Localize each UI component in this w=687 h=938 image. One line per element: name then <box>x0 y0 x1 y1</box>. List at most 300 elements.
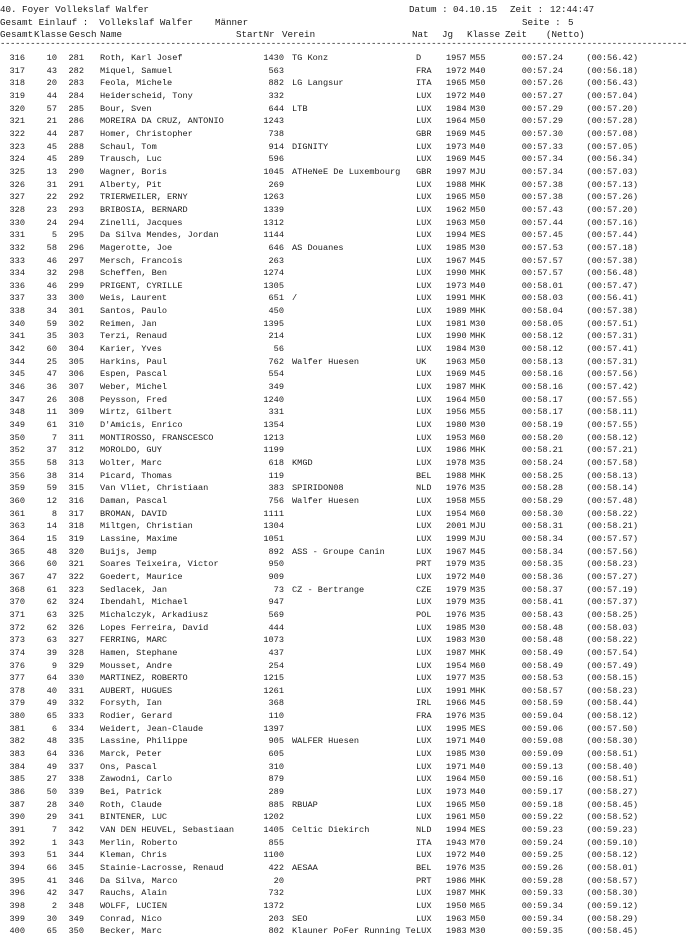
cell-klasse: MES <box>470 230 486 241</box>
spacer <box>284 533 292 546</box>
cell-nat: LUX <box>416 761 432 772</box>
cell-zeit: 00:59.34 <box>521 913 563 924</box>
cell-netto: (00:58.30) <box>586 888 638 899</box>
spacer <box>84 622 100 635</box>
cell-jg: 1964 <box>446 116 467 127</box>
cell-jg: 1987 <box>446 647 467 658</box>
cell-verein <box>292 660 416 673</box>
spacer <box>284 546 292 559</box>
cell-zeit: 00:58.34 <box>521 533 563 544</box>
cell-jg: 1976 <box>446 863 467 873</box>
table-row <box>0 900 638 913</box>
cell-klasse: M30 <box>470 420 486 431</box>
cell-startnr: 762 <box>268 356 284 367</box>
cell-jg: 1965 <box>446 192 467 203</box>
cell-startnr: 1261 <box>263 685 284 696</box>
cell-gesch: 302 <box>68 318 84 329</box>
spacer <box>284 622 292 635</box>
cell-jg: 1979 <box>446 559 467 570</box>
cell-zeit: 00:57.24 <box>521 53 563 63</box>
table-row <box>0 52 638 65</box>
cell-klasse: 11 <box>46 407 57 418</box>
spacer <box>284 786 292 799</box>
cell-jg: 1950 <box>446 900 467 911</box>
cell-gesamt: 355 <box>9 458 25 468</box>
cell-gesamt: 316 <box>9 53 25 63</box>
cell-zeit: 00:58.16 <box>521 382 563 393</box>
spacer <box>284 723 292 736</box>
cell-gesamt: 320 <box>9 103 25 114</box>
cell-verein <box>292 229 416 242</box>
cell-verein <box>292 571 416 584</box>
spacer <box>84 799 100 812</box>
cell-name: Rauchs, Alain <box>100 888 168 899</box>
table-row <box>0 470 638 483</box>
cell-startnr: 56 <box>273 344 284 355</box>
spacer <box>84 584 100 597</box>
cell-klasse: 50 <box>46 787 57 798</box>
cell-name: D'Amicis, Enrico <box>100 420 183 431</box>
cell-netto: (00:57.55) <box>586 394 638 405</box>
cell-jg: 1985 <box>446 242 467 253</box>
spacer <box>284 584 292 597</box>
cell-verein: ASS - Groupe Canin <box>292 546 385 557</box>
spacer <box>84 647 100 660</box>
cell-verein <box>292 773 416 786</box>
cell-klasse: 61 <box>46 584 57 595</box>
cell-name: Terzi, Renaud <box>100 331 168 342</box>
table-row <box>0 520 638 533</box>
cell-startnr: 1405 <box>263 825 284 836</box>
cell-gesamt: 383 <box>9 749 25 760</box>
cell-nat: LUX <box>416 344 432 355</box>
cell-klasse: 8 <box>51 508 57 519</box>
cell-netto: (00:59.23) <box>586 825 638 836</box>
spacer <box>84 267 100 280</box>
cell-klasse: 45 <box>46 141 57 152</box>
cell-nat: BEL <box>416 470 432 481</box>
cell-nat: FRA <box>416 711 432 722</box>
cell-nat: NLD <box>416 483 432 494</box>
table-row <box>0 432 638 445</box>
spacer <box>84 52 100 65</box>
cell-klasse: 65 <box>46 926 57 937</box>
col-gesamt: Gesamt <box>0 29 34 40</box>
cell-verein <box>292 596 416 609</box>
cell-zeit: 00:58.37 <box>521 584 563 595</box>
cell-gesch: 330 <box>68 673 84 684</box>
cell-nat: LUX <box>416 622 432 633</box>
cell-nat: LUX <box>416 546 432 557</box>
cell-startnr: 1073 <box>263 635 284 646</box>
cell-netto: (00:58.57) <box>586 875 638 886</box>
cell-zeit: 00:59.04 <box>521 711 563 722</box>
spacer <box>84 444 100 457</box>
cell-jg: 1956 <box>446 407 467 418</box>
cell-gesamt: 376 <box>9 660 25 671</box>
spacer <box>284 305 292 318</box>
cell-startnr: 1202 <box>263 812 284 823</box>
cell-netto: (00:58.51) <box>586 749 638 760</box>
cell-nat: LUX <box>416 369 432 380</box>
page-number: 5 <box>568 17 574 28</box>
cell-netto: (00:57.48) <box>586 495 638 506</box>
cell-nat: LUX <box>416 103 432 114</box>
cell-gesamt: 364 <box>9 533 25 544</box>
cell-verein <box>292 609 416 622</box>
cell-klasse: M50 <box>470 774 486 785</box>
cell-klasse: 63 <box>46 609 57 620</box>
cell-klasse: MHK <box>470 293 486 304</box>
spacer <box>284 343 292 356</box>
cell-nat: LUX <box>416 926 432 937</box>
cell-gesamt: 337 <box>9 293 25 304</box>
spacer <box>84 242 100 255</box>
cell-zeit: 00:59.16 <box>521 774 563 785</box>
results-table <box>0 52 638 938</box>
cell-name: FERRING, MARC <box>100 635 168 646</box>
table-row <box>0 925 638 938</box>
cell-gesch: 298 <box>68 268 84 279</box>
cell-verein <box>292 697 416 710</box>
cell-verein <box>292 204 416 217</box>
cell-klasse: M70 <box>470 837 486 848</box>
table-row <box>0 482 638 495</box>
table-row <box>0 609 638 622</box>
cell-klasse: 1 <box>51 837 57 848</box>
cell-klasse: 10 <box>46 53 57 63</box>
spacer <box>284 748 292 761</box>
cell-name: Van Vliet, Christiaan <box>100 483 209 494</box>
spacer <box>284 761 292 774</box>
cell-zeit: 00:58.53 <box>521 673 563 684</box>
table-row <box>0 153 638 166</box>
cell-startnr: 950 <box>268 559 284 570</box>
cell-name: Hamen, Stephane <box>100 647 178 658</box>
cell-gesamt: 349 <box>9 420 25 431</box>
cell-nat: LUX <box>416 141 432 152</box>
cell-jg: 1980 <box>446 420 467 431</box>
table-row <box>0 343 638 356</box>
cell-verein <box>292 305 416 318</box>
cell-gesamt: 396 <box>9 888 25 899</box>
cell-gesamt: 350 <box>9 432 25 443</box>
cell-gesamt: 373 <box>9 635 25 646</box>
cell-zeit: 00:57.57 <box>521 255 563 266</box>
cell-verein <box>292 191 416 204</box>
cell-startnr: 383 <box>268 483 284 494</box>
cell-klasse: M50 <box>470 394 486 405</box>
cell-gesch: 289 <box>68 154 84 165</box>
cell-verein <box>292 217 416 230</box>
cell-verein <box>292 811 416 824</box>
cell-verein: Klauner PoFer Running Te <box>292 926 416 937</box>
cell-nat: LUX <box>416 407 432 418</box>
cell-gesch: 295 <box>68 230 84 241</box>
cell-jg: 1972 <box>446 65 467 76</box>
cell-netto: (00:57.28) <box>586 116 638 127</box>
cell-klasse: MJU <box>470 533 486 544</box>
cell-name: Goedert, Maurice <box>100 571 183 582</box>
table-row <box>0 457 638 470</box>
cell-klasse: 2 <box>51 900 57 911</box>
cell-startnr: 1397 <box>263 723 284 734</box>
cell-zeit: 00:57.43 <box>521 204 563 215</box>
cell-netto: (00:57.38) <box>586 306 638 317</box>
cell-jg: 1972 <box>446 571 467 582</box>
spacer <box>284 735 292 748</box>
cell-netto: (00:58.30) <box>586 736 638 747</box>
table-row <box>0 710 638 723</box>
cell-verein: / <box>292 293 298 304</box>
cell-zeit: 00:57.30 <box>521 128 563 139</box>
cell-jg: 1969 <box>446 128 467 139</box>
cell-name: Mousset, Andre <box>100 660 173 671</box>
cell-klasse: 62 <box>46 622 57 633</box>
cell-jg: 1976 <box>446 609 467 620</box>
cell-netto: (00:58.03) <box>586 622 638 633</box>
cell-name: Weis, Laurent <box>100 293 168 304</box>
cell-nat: LUX <box>416 635 432 646</box>
cell-klasse: M40 <box>470 787 486 798</box>
spacer <box>84 520 100 533</box>
cell-klasse: M35 <box>470 559 486 570</box>
cell-klasse: 62 <box>46 597 57 608</box>
cell-klasse: M50 <box>470 217 486 228</box>
cell-jg: 1999 <box>446 533 467 544</box>
cell-startnr: 618 <box>268 458 284 468</box>
cell-gesch: 325 <box>68 609 84 620</box>
cell-verein <box>292 761 416 774</box>
cell-klasse: M60 <box>470 432 486 443</box>
cell-verein: TG Konz <box>292 53 329 63</box>
table-row <box>0 204 638 217</box>
cell-startnr: 569 <box>268 609 284 620</box>
cell-gesamt: 398 <box>9 900 25 911</box>
cell-klasse: M40 <box>470 850 486 861</box>
cell-zeit: 00:58.49 <box>521 660 563 671</box>
cell-gesch: 335 <box>68 736 84 747</box>
cell-nat: LUX <box>416 508 432 519</box>
cell-nat: PRT <box>416 875 432 886</box>
cell-netto: (00:57.08) <box>586 128 638 139</box>
cell-netto: (00:57.05) <box>586 141 638 152</box>
cell-zeit: 00:59.13 <box>521 761 563 772</box>
cell-nat: LUX <box>416 318 432 329</box>
cell-gesamt: 378 <box>9 685 25 696</box>
cell-verein <box>292 647 416 660</box>
cell-gesch: 294 <box>68 217 84 228</box>
cell-gesamt: 390 <box>9 812 25 823</box>
cell-verein <box>292 368 416 381</box>
cell-klasse: 38 <box>46 470 57 481</box>
cell-startnr: 110 <box>268 711 284 722</box>
cell-jg: 1957 <box>446 53 467 63</box>
cell-name: Magerotte, Joe <box>100 242 173 253</box>
cell-netto: (00:56.41) <box>586 293 638 304</box>
cell-jg: 1973 <box>446 787 467 798</box>
spacer <box>284 482 292 495</box>
cell-verein: Celtic Diekirch <box>292 825 370 836</box>
cell-zeit: 00:58.17 <box>521 407 563 418</box>
spacer <box>84 887 100 900</box>
spacer <box>84 77 100 90</box>
cell-verein: AS Douanes <box>292 242 344 253</box>
cell-zeit: 00:58.21 <box>521 445 563 456</box>
cell-klasse: M45 <box>470 369 486 380</box>
cell-gesch: 318 <box>68 521 84 532</box>
cell-klasse: MHK <box>470 888 486 899</box>
spacer <box>84 609 100 622</box>
cell-klasse: 21 <box>46 116 57 127</box>
cell-zeit: 00:59.22 <box>521 812 563 823</box>
cell-jg: 1987 <box>446 888 467 899</box>
cell-klasse: 35 <box>46 331 57 342</box>
cell-nat: PRT <box>416 559 432 570</box>
cell-klasse: M60 <box>470 660 486 671</box>
cell-gesamt: 386 <box>9 787 25 798</box>
spacer <box>284 862 292 875</box>
cell-nat: LUX <box>416 495 432 506</box>
spacer <box>284 204 292 217</box>
cell-klasse: M30 <box>470 318 486 329</box>
col-name: Name <box>100 29 123 40</box>
spacer <box>84 280 100 293</box>
cell-name: PRIGENT, CYRILLE <box>100 280 183 291</box>
cell-klasse: MHK <box>470 268 486 279</box>
cell-gesch: 299 <box>68 280 84 291</box>
cell-startnr: 1263 <box>263 192 284 203</box>
cell-gesamt: 342 <box>9 344 25 355</box>
spacer <box>84 292 100 305</box>
cell-gesch: 285 <box>68 103 84 114</box>
spacer <box>84 204 100 217</box>
spacer <box>284 406 292 419</box>
cell-klasse: 37 <box>46 445 57 456</box>
cell-netto: (00:56.42) <box>586 53 638 63</box>
cell-klasse: MHK <box>470 685 486 696</box>
cell-startnr: 1144 <box>263 230 284 241</box>
cell-netto: (00:57.21) <box>586 445 638 456</box>
col-startnr: StartNr <box>236 29 275 40</box>
cell-nat: LUX <box>416 774 432 785</box>
cell-gesamt: 377 <box>9 673 25 684</box>
spacer <box>84 179 100 192</box>
cell-gesch: 305 <box>68 356 84 367</box>
table-row <box>0 799 638 812</box>
cell-jg: 1972 <box>446 850 467 861</box>
spacer <box>284 141 292 154</box>
spacer <box>84 330 100 343</box>
cell-klasse: 12 <box>46 495 57 506</box>
cell-netto: (00:59.10) <box>586 837 638 848</box>
cell-gesch: 309 <box>68 407 84 418</box>
cell-nat: LUX <box>416 799 432 810</box>
cell-klasse: 60 <box>46 559 57 570</box>
cell-klasse: M30 <box>470 242 486 253</box>
cell-netto: (00:57.31) <box>586 331 638 342</box>
cell-name: Roth, Karl Josef <box>100 53 183 63</box>
cell-gesch: 350 <box>68 926 84 937</box>
cell-startnr: 20 <box>273 875 284 886</box>
cell-nat: ITA <box>416 837 432 848</box>
cell-jg: 1967 <box>446 546 467 557</box>
cell-name: Conrad, Nico <box>100 913 162 924</box>
cell-klasse: M35 <box>470 711 486 722</box>
spacer <box>84 546 100 559</box>
cell-klasse: M45 <box>470 128 486 139</box>
cell-netto: (00:58.13) <box>586 470 638 481</box>
cell-gesamt: 338 <box>9 306 25 317</box>
table-row <box>0 596 638 609</box>
table-row <box>0 723 638 736</box>
cell-jg: 1943 <box>446 837 467 848</box>
spacer <box>284 65 292 78</box>
cell-klasse: 28 <box>46 799 57 810</box>
cell-startnr: 1395 <box>263 318 284 329</box>
col-zeit: Zeit <box>505 29 528 40</box>
cell-gesch: 326 <box>68 622 84 633</box>
cell-gesamt: 318 <box>9 78 25 89</box>
cell-klasse: MJU <box>470 166 486 177</box>
spacer <box>284 381 292 394</box>
spacer <box>84 191 100 204</box>
spacer <box>284 280 292 293</box>
cell-startnr: 1213 <box>263 432 284 443</box>
cell-gesch: 343 <box>68 837 84 848</box>
table-row <box>0 356 638 369</box>
cell-startnr: 1051 <box>263 533 284 544</box>
cell-name: Lassine, Philippe <box>100 736 188 747</box>
cell-name: Santos, Paulo <box>100 306 168 317</box>
cell-jg: 1963 <box>446 217 467 228</box>
cell-gesch: 342 <box>68 825 84 836</box>
table-row <box>0 292 638 305</box>
cell-netto: (00:57.38) <box>586 255 638 266</box>
cell-gesch: 332 <box>68 698 84 709</box>
cell-startnr: 450 <box>268 306 284 317</box>
cell-name: Miquel, Samuel <box>100 65 173 76</box>
cell-netto: (00:58.45) <box>586 799 638 810</box>
cell-jg: 1973 <box>446 141 467 152</box>
cell-zeit: 00:57.44 <box>521 217 563 228</box>
cell-netto: (00:58.01) <box>586 863 638 873</box>
spacer <box>284 849 292 862</box>
cell-zeit: 00:59.09 <box>521 749 563 760</box>
cell-klasse: MJU <box>470 521 486 532</box>
cell-verein: ATHeNeE De Luxembourg <box>292 166 401 177</box>
cell-nat: LUX <box>416 217 432 228</box>
cell-name: Zawodni, Carlo <box>100 774 173 785</box>
spacer <box>84 166 100 179</box>
cell-name: VAN DEN HEUVEL, Sebastiaan <box>100 825 235 836</box>
cell-netto: (00:57.58) <box>586 458 638 468</box>
cell-nat: IRL <box>416 698 432 709</box>
table-row <box>0 394 638 407</box>
cell-name: Espen, Pascal <box>100 369 168 380</box>
cell-netto: (00:57.26) <box>586 192 638 203</box>
cell-nat: LUX <box>416 673 432 684</box>
cell-zeit: 00:58.04 <box>521 306 563 317</box>
cell-startnr: 909 <box>268 571 284 582</box>
cell-gesch: 349 <box>68 913 84 924</box>
spacer <box>284 824 292 837</box>
cell-zeit: 00:59.28 <box>521 875 563 886</box>
cell-nat: GBR <box>416 128 432 139</box>
cell-zeit: 00:57.24 <box>521 65 563 76</box>
table-row <box>0 647 638 660</box>
cell-jg: 1979 <box>446 597 467 608</box>
